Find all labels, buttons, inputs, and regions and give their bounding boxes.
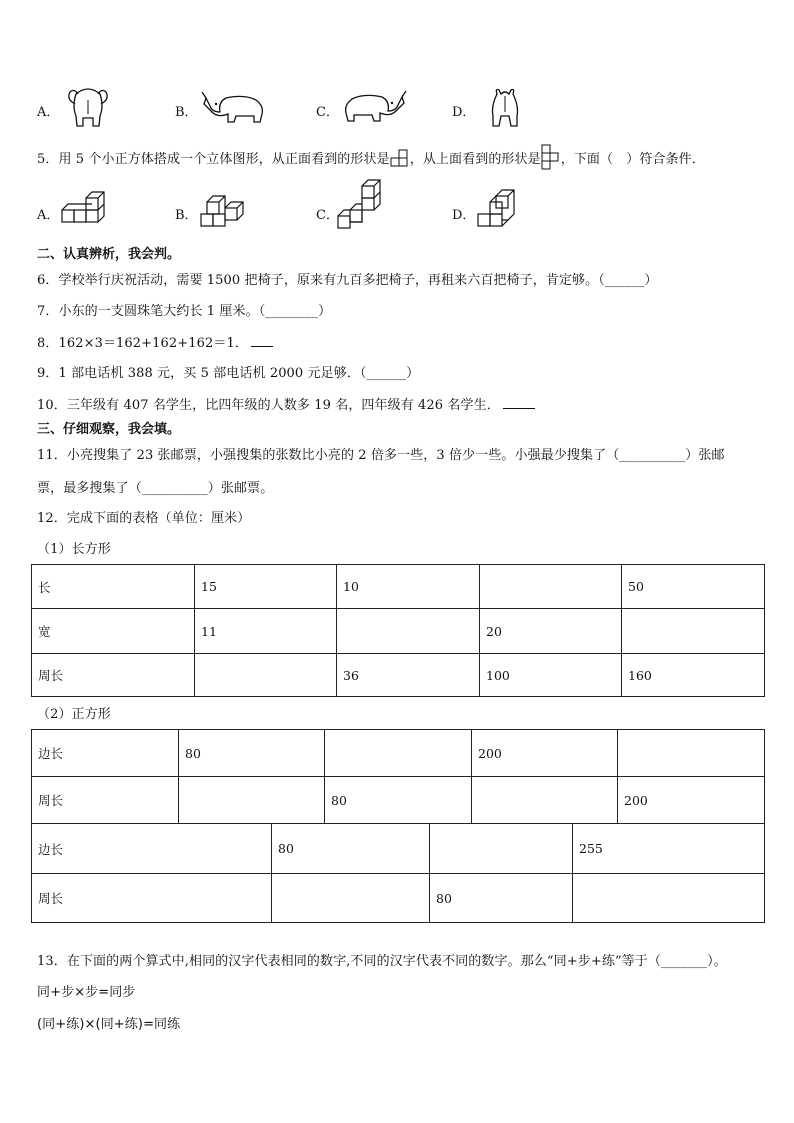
front-view-shape-icon xyxy=(390,150,410,166)
cube-stack-d-icon xyxy=(476,188,520,230)
q4-option-a-label: A． xyxy=(37,105,60,120)
table-row xyxy=(32,730,765,777)
cube-stack-b-icon xyxy=(199,188,247,230)
table-cell[interactable] xyxy=(195,654,337,697)
elephant-back-icon xyxy=(66,86,110,128)
cube-stack-c-icon xyxy=(336,184,386,232)
table-row xyxy=(32,777,765,824)
rhino-side-icon xyxy=(200,90,268,126)
table-cell: 200 xyxy=(618,777,765,824)
square-table-1 xyxy=(31,729,765,824)
q10-text: 10．三年级有 407 名学生，比四年级的人数多 19 名，四年级有 426 名学生． xyxy=(37,398,500,413)
question-12-title: 12．完成下面的表格（单位：厘米） xyxy=(37,511,251,526)
table-cell: 10 xyxy=(337,565,480,609)
question-9: 9．1 部电话机 388 元，买 5 部电话机 2000 元足够．（______） xyxy=(37,366,420,381)
section-2-heading: 二、认真辨析，我会判。 xyxy=(37,247,181,262)
table-cell[interactable] xyxy=(272,874,430,923)
table-cell[interactable] xyxy=(618,730,765,777)
q5-option-a-label: A． xyxy=(37,208,60,223)
table-cell: 255 xyxy=(573,824,765,874)
rhino-side-icon-2 xyxy=(340,89,408,127)
question-7: 7．小东的一支圆珠笔大约长 1 厘米。（________） xyxy=(37,304,332,319)
table-row xyxy=(32,874,765,923)
question-11-line-1: 11．小亮搜集了 23 张邮票，小强搜集的张数比小亮的 2 倍多一些，3 倍少一些。小强最少搜集了（__________）张邮 xyxy=(37,448,725,463)
table-cell: 200 xyxy=(472,730,618,777)
table-cell: 周长 xyxy=(32,874,272,923)
q5-text-b: ，从上面看到的形状是 xyxy=(409,152,541,167)
table-row xyxy=(32,609,765,654)
q5-option-c-label: C． xyxy=(316,208,339,223)
q13-equation-2: (同+练)×(同+练)=同练 xyxy=(37,1017,181,1032)
question-5 xyxy=(37,150,705,169)
table-cell: 周长 xyxy=(32,654,195,697)
table-cell: 160 xyxy=(622,654,765,697)
table-cell: 100 xyxy=(480,654,622,697)
table-row xyxy=(32,824,765,874)
q4-option-b-label: B． xyxy=(175,105,198,120)
table-cell: 边长 xyxy=(32,730,179,777)
q5-option-d-label: D． xyxy=(452,208,476,223)
table-row xyxy=(32,565,765,609)
table-cell: 宽 xyxy=(32,609,195,654)
table-cell: 20 xyxy=(480,609,622,654)
q10-answer-blank[interactable] xyxy=(503,396,535,409)
table-cell: 36 xyxy=(337,654,480,697)
table-cell[interactable] xyxy=(337,609,480,654)
table-cell[interactable] xyxy=(480,565,622,609)
table-cell: 50 xyxy=(622,565,765,609)
q5-text-a: 5．用 5 个小正方体搭成一个立体图形，从正面看到的形状是 xyxy=(37,152,390,167)
question-13: 13．在下面的两个算式中,相同的汉字代表相同的数字,不同的汉字代表不同的数字。那么“同+步+练”等于（_______）。 xyxy=(37,954,727,969)
q8-text: 8．162×3＝162+162+162＝1． xyxy=(37,336,248,351)
table-cell: 80 xyxy=(179,730,325,777)
table-cell: 80 xyxy=(325,777,472,824)
q12-rectangle-subtitle: （1）长方形 xyxy=(37,542,111,557)
table-cell[interactable] xyxy=(622,609,765,654)
table-cell: 15 xyxy=(195,565,337,609)
q4-option-d-label: D． xyxy=(452,105,476,120)
table-cell: 11 xyxy=(195,609,337,654)
table-cell: 周长 xyxy=(32,777,179,824)
table-cell[interactable] xyxy=(573,874,765,923)
q13-equation-1: 同+步×步=同步 xyxy=(37,985,136,1000)
table-row xyxy=(32,654,765,697)
q5-option-b-label: B． xyxy=(175,208,198,223)
rhino-back-icon xyxy=(487,86,523,128)
q4-option-c-label: C． xyxy=(316,105,339,120)
question-6: 6．学校举行庆祝活动，需要 1500 把椅子，原来有九百多把椅子，再租来六百把椅子，肯定够。（______） xyxy=(37,273,658,288)
table-cell: 边长 xyxy=(32,824,272,874)
table-cell: 长 xyxy=(32,565,195,609)
q8-answer-blank[interactable] xyxy=(251,334,273,347)
top-view-shape-icon xyxy=(541,150,561,166)
table-cell: 80 xyxy=(430,874,573,923)
table-cell[interactable] xyxy=(472,777,618,824)
question-10 xyxy=(37,396,535,415)
rectangle-table xyxy=(31,564,765,697)
table-cell[interactable] xyxy=(325,730,472,777)
table-cell[interactable] xyxy=(430,824,573,874)
cube-stack-a-icon xyxy=(60,190,106,230)
question-11-line-2: 票，最多搜集了（__________）张邮票。 xyxy=(37,481,274,496)
table-cell: 80 xyxy=(272,824,430,874)
q12-square-subtitle: （2）正方形 xyxy=(37,707,111,722)
square-table-2 xyxy=(31,823,765,923)
table-cell[interactable] xyxy=(179,777,325,824)
section-3-heading: 三、仔细观察，我会填。 xyxy=(37,422,181,437)
question-8 xyxy=(37,334,273,353)
q5-text-c: ，下面（ ）符合条件． xyxy=(560,152,705,167)
